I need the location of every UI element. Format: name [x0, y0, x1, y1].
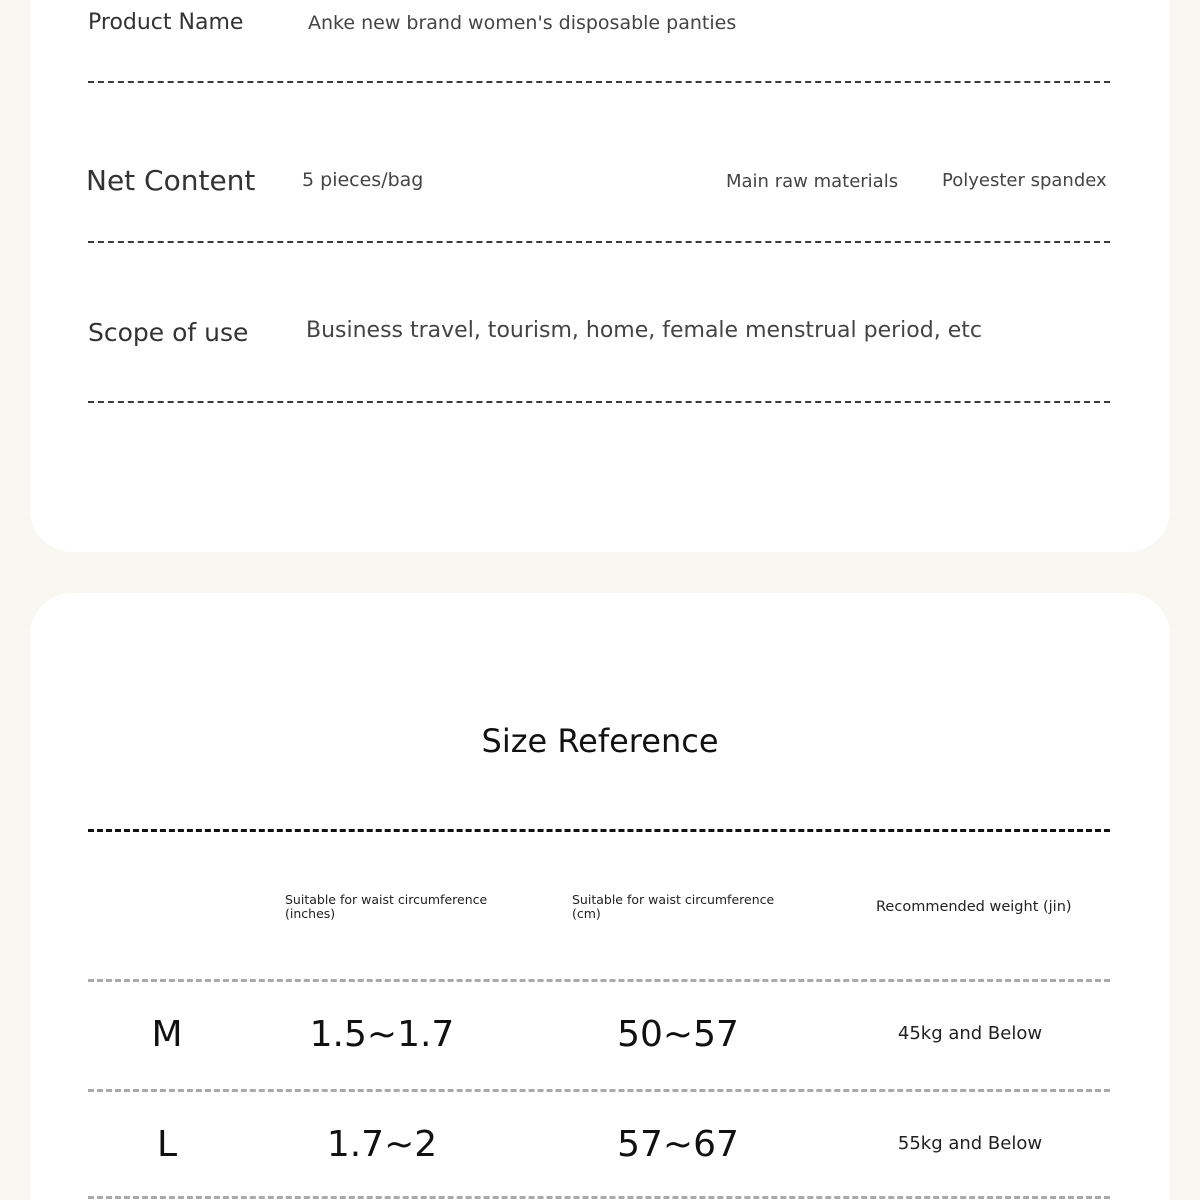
weight-cell: 55kg and Below — [897, 1133, 1043, 1154]
waist-inches-cell: 1.5~1.7 — [309, 1014, 455, 1055]
product-name-value: Anke new brand women's disposable panties — [308, 12, 737, 34]
row-divider — [88, 1196, 1110, 1199]
waist-inches-cell: 1.7~2 — [326, 1124, 438, 1165]
materials-value: Polyester spandex — [942, 170, 1107, 191]
product-name-label: Product Name — [88, 10, 244, 35]
divider — [88, 241, 1110, 243]
header-divider — [88, 979, 1110, 982]
size-cell: L — [156, 1124, 178, 1165]
header-waist-inches: Suitable for waist circumference (inches) — [285, 892, 488, 921]
weight-cell: 45kg and Below — [897, 1023, 1043, 1044]
scope-label: Scope of use — [88, 318, 249, 347]
row-divider — [88, 1089, 1110, 1092]
header-weight: Recommended weight (jin) — [876, 899, 1072, 915]
materials-label: Main raw materials — [726, 171, 899, 192]
title-divider — [88, 829, 1110, 832]
divider — [88, 401, 1110, 403]
net-content-label: Net Content — [86, 164, 256, 197]
waist-cm-cell: 57~67 — [617, 1124, 739, 1165]
scope-value: Business travel, tourism, home, female menstrual period, etc — [306, 318, 982, 343]
divider — [88, 81, 1110, 83]
header-waist-cm: Suitable for waist circumference (cm) — [572, 892, 775, 921]
waist-cm-cell: 50~57 — [617, 1014, 739, 1055]
size-reference-title: Size Reference — [481, 722, 719, 760]
net-content-value: 5 pieces/bag — [302, 169, 424, 191]
size-cell: M — [151, 1014, 183, 1055]
